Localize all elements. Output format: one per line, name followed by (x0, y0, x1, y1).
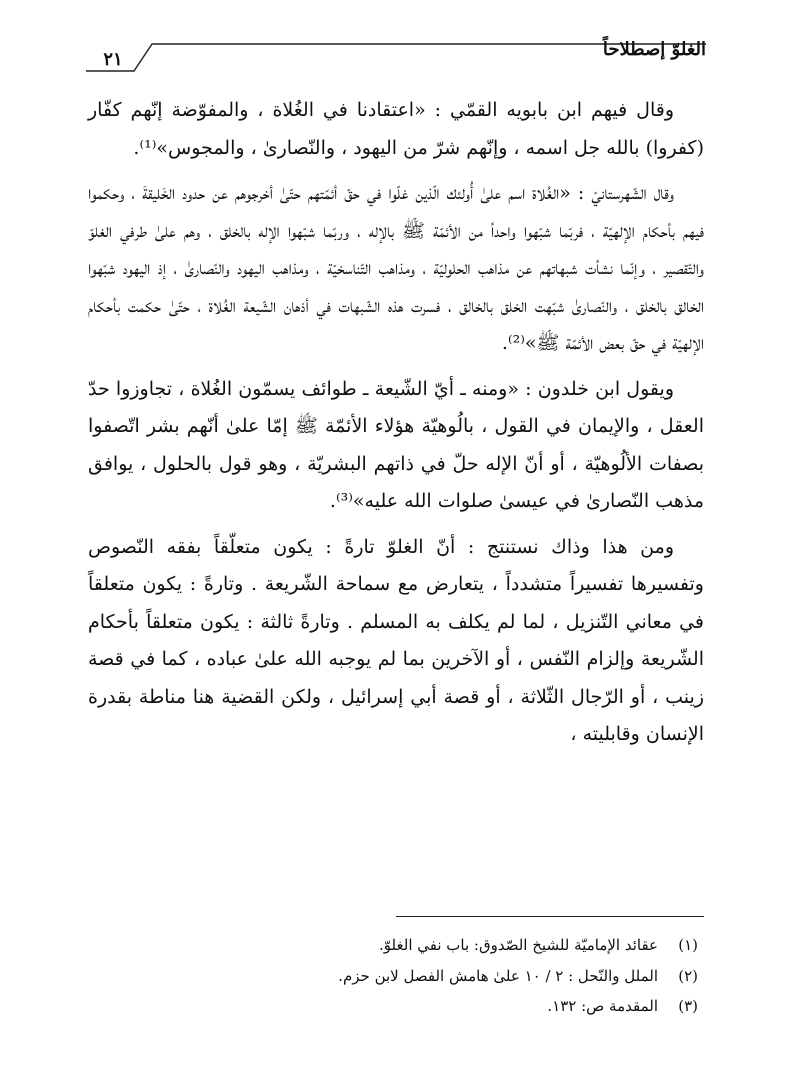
paragraph-4: ومن هذا وذاك نستنتج : أنّ الغلوّ تارةً : يكون متعلّقاً بفقه النّصوص وتفسيرها تفسيراً متشدداً ، يتعارض مع سماحة الشّريعة . وتارةً : يكون متعلقاً في معاني التّنزيل ، لما لم يكلف به المسلم . وتارةً ثالثة : يكون متعلقاً بأحكام الشّريعة وإلزام النّفس ، أو الآخرين بما لم يوجبه الله علىٰ عباده ، كما في قصة زينب ، أو الرّجال الثّلاثة ، أو قصة أبي إسرائيل ، ولكن القضية هنا مناطة بقدرة الإنسان وقابليته ، (88, 535, 704, 745)
paragraph-2: وقال الشّهرستانيّ : «الغُلاة اسم علىٰ أُولئك الّذين غلّوا في حقّ أئمّتهم حتّىٰ أخرجوهم عن حدود الخَليقةَ ، وحكموا فيهم بأحكام الإلهيّة ، فربّما شبّهوا واحداً من الأئمّة ﷺ بالإله ، وربّما شبّهوا الإله بالخلق ، وهم علىٰ طرفي الغلوّ والتّقصير ، وإنّما نشأت شبهاتهم عن مذاهب الحلوليّة ، ومذاهب التّناسخيّة ، ومذاهب اليهود والنّصارىٰ ، إذ اليهود شبّهوا الخالق بالخلق ، والنّصارىٰ شبّهت الخلق بالخالق ، فسرت هذه الشّبهات في أذهان الشّيعة الغُلاة ، حتّىٰ حكمت بأحكام الإلهيّة في حقّ بعض الأئمّة ﷺ»⁽²⁾. (88, 182, 704, 354)
footnote-3 (88, 991, 698, 1022)
footnote-separator (396, 916, 704, 917)
page-number: ٢١ (103, 49, 123, 70)
footnote-1 (88, 930, 698, 961)
running-title: الغلوّ إصطلاحاً (602, 39, 706, 60)
page-header (86, 36, 706, 76)
paragraph-3: ويقول ابن خلدون : «ومنه ـ أيّ الشّيعة ـ طوائف يسمّون الغُلاة ، تجاوزوا حدّ العقل ، والإيمان في القول ، بالُوهيّة هؤلاء الأئمّة ﷺ إمّا علىٰ أنّهم بشر اتّصفوا بصفات الألُوهيّة ، أو أنّ الإله حلّ في ذاتهم البشريّة ، وهو قول بالحلول ، يوافق مذهب النّصارىٰ في عيسىٰ صلوات الله عليه»⁽³⁾. (88, 377, 704, 512)
footnote-number: (١) (678, 936, 698, 954)
footnote-2 (88, 961, 698, 992)
footnote-number: (٣) (678, 997, 698, 1015)
paragraph-1: وقال فيهم ابن بابويه القمّي : «اعتقادنا في الغُلاة ، والمفوّضة إنّهم كفّار (كفروا) بالله جل اسمه ، وإنّهم شرّ من اليهود ، والنّصارىٰ ، والمجوس»⁽¹⁾. (88, 99, 704, 159)
footnote-text: المقدمة ص: ١٣٢. (547, 997, 658, 1015)
footnotes (88, 930, 698, 1022)
footnote-number: (٢) (678, 966, 698, 985)
main-text (88, 92, 704, 762)
footnote-text: عقائد الإماميّة للشيخ الصّدوق: باب نفي الغلوّ. (379, 936, 658, 954)
footnote-text: الملل والنّحل : ٢ / ١٠ علىٰ هامش الفصل لابن حزم. (338, 966, 658, 985)
